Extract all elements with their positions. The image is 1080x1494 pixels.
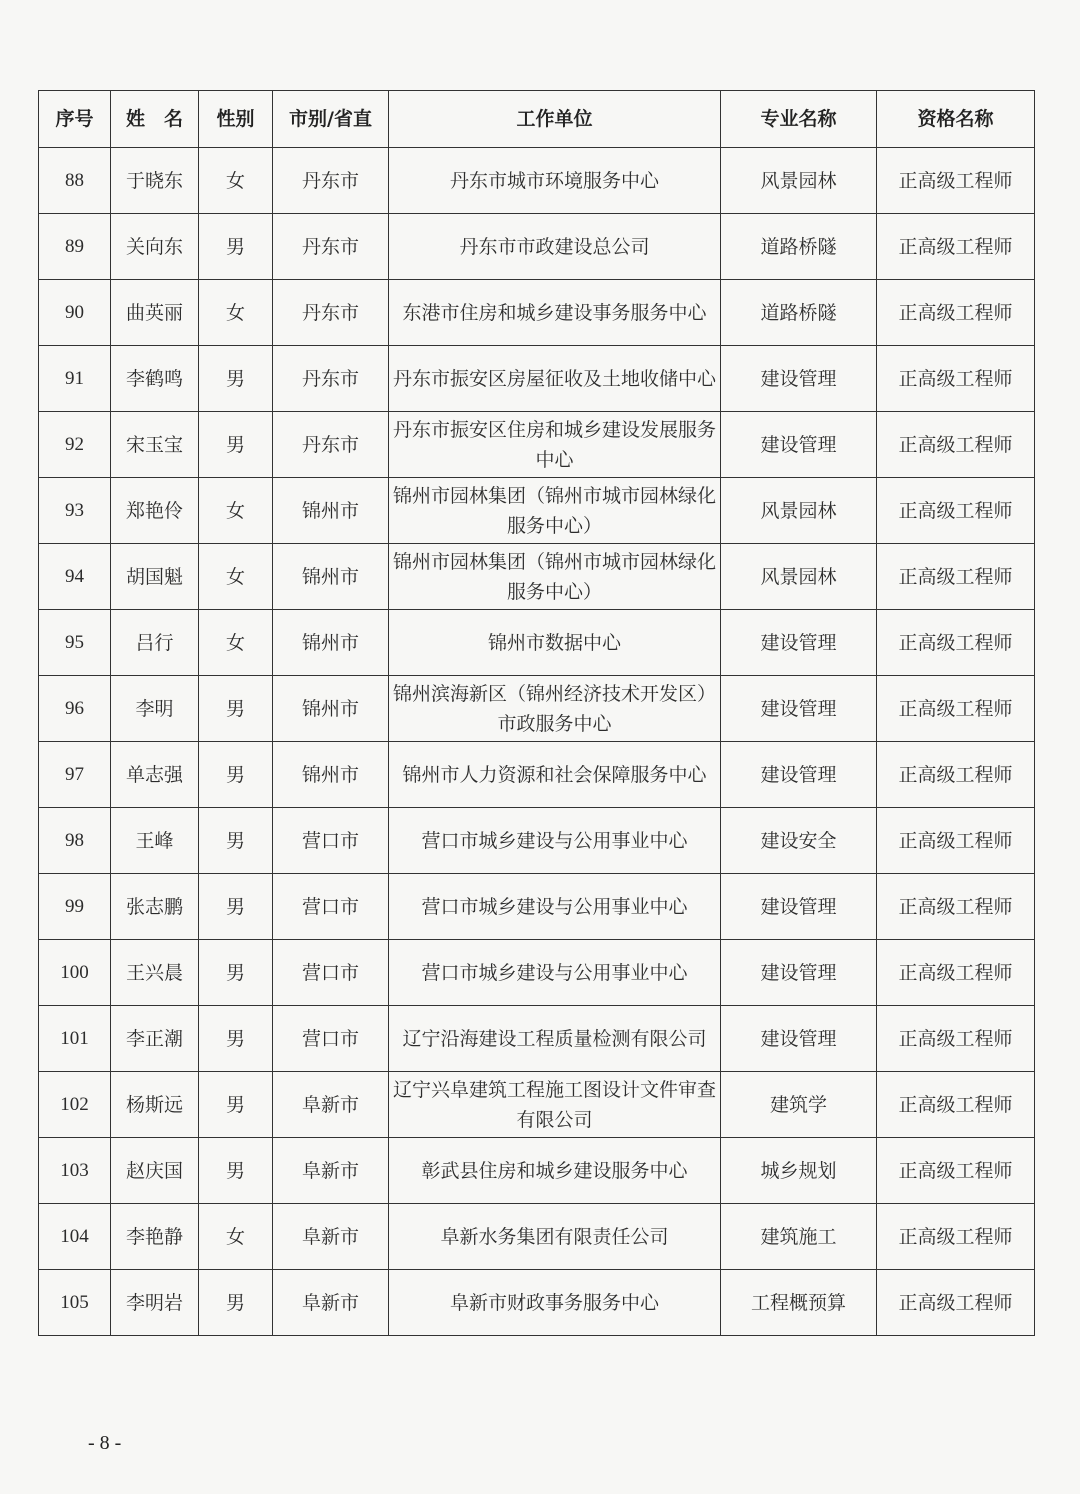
cell-employer: 辽宁沿海建设工程质量检测有限公司	[389, 1006, 721, 1072]
cell-city: 阜新市	[273, 1072, 389, 1138]
cell-employer: 丹东市市政建设总公司	[389, 214, 721, 280]
cell-index: 101	[39, 1006, 111, 1072]
cell-city: 阜新市	[273, 1204, 389, 1270]
cell-employer: 锦州市园林集团（锦州市城市园林绿化服务中心）	[389, 478, 721, 544]
cell-qualification: 正高级工程师	[877, 1204, 1035, 1270]
cell-employer: 锦州市数据中心	[389, 610, 721, 676]
cell-city: 锦州市	[273, 610, 389, 676]
cell-gender: 男	[199, 1072, 273, 1138]
table-row	[39, 874, 1035, 940]
cell-qualification: 正高级工程师	[877, 544, 1035, 610]
cell-employer: 营口市城乡建设与公用事业中心	[389, 940, 721, 1006]
cell-city: 丹东市	[273, 214, 389, 280]
cell-gender: 女	[199, 478, 273, 544]
table-body	[39, 148, 1035, 1336]
table-row	[39, 346, 1035, 412]
cell-name: 郑艳伶	[111, 478, 199, 544]
cell-gender: 女	[199, 1204, 273, 1270]
cell-name: 赵庆国	[111, 1138, 199, 1204]
cell-qualification: 正高级工程师	[877, 742, 1035, 808]
cell-gender: 男	[199, 676, 273, 742]
qualification-roster-table	[38, 90, 1035, 1336]
cell-specialty: 建设管理	[721, 1006, 877, 1072]
cell-index: 99	[39, 874, 111, 940]
cell-qualification: 正高级工程师	[877, 1138, 1035, 1204]
table-row	[39, 610, 1035, 676]
cell-employer: 锦州滨海新区（锦州经济技术开发区）市政服务中心	[389, 676, 721, 742]
header-specialty: 专业名称	[721, 91, 877, 148]
cell-specialty: 道路桥隧	[721, 280, 877, 346]
cell-employer: 彰武县住房和城乡建设服务中心	[389, 1138, 721, 1204]
cell-specialty: 城乡规划	[721, 1138, 877, 1204]
table-row	[39, 676, 1035, 742]
cell-qualification: 正高级工程师	[877, 940, 1035, 1006]
cell-specialty: 风景园林	[721, 478, 877, 544]
table-row	[39, 1072, 1035, 1138]
cell-specialty: 建设管理	[721, 742, 877, 808]
cell-qualification: 正高级工程师	[877, 808, 1035, 874]
cell-specialty: 建设管理	[721, 610, 877, 676]
header-index: 序号	[39, 91, 111, 148]
cell-index: 90	[39, 280, 111, 346]
cell-employer: 丹东市城市环境服务中心	[389, 148, 721, 214]
cell-index: 102	[39, 1072, 111, 1138]
table-row	[39, 742, 1035, 808]
cell-city: 锦州市	[273, 478, 389, 544]
cell-gender: 男	[199, 808, 273, 874]
cell-employer: 锦州市园林集团（锦州市城市园林绿化服务中心）	[389, 544, 721, 610]
cell-specialty: 建设管理	[721, 412, 877, 478]
cell-gender: 男	[199, 1006, 273, 1072]
cell-city: 营口市	[273, 808, 389, 874]
cell-gender: 男	[199, 742, 273, 808]
cell-qualification: 正高级工程师	[877, 1006, 1035, 1072]
cell-qualification: 正高级工程师	[877, 280, 1035, 346]
table-row	[39, 1006, 1035, 1072]
cell-specialty: 工程概预算	[721, 1270, 877, 1336]
header-city: 市别/省直	[273, 91, 389, 148]
cell-specialty: 建设管理	[721, 346, 877, 412]
cell-city: 阜新市	[273, 1270, 389, 1336]
cell-index: 100	[39, 940, 111, 1006]
cell-employer: 营口市城乡建设与公用事业中心	[389, 874, 721, 940]
header-gender: 性别	[199, 91, 273, 148]
cell-specialty: 道路桥隧	[721, 214, 877, 280]
cell-qualification: 正高级工程师	[877, 478, 1035, 544]
cell-name: 胡国魁	[111, 544, 199, 610]
cell-gender: 女	[199, 544, 273, 610]
header-name: 姓 名	[111, 91, 199, 148]
cell-gender: 男	[199, 1138, 273, 1204]
cell-index: 94	[39, 544, 111, 610]
table-row	[39, 544, 1035, 610]
cell-name: 张志鹏	[111, 874, 199, 940]
cell-city: 丹东市	[273, 280, 389, 346]
cell-name: 关向东	[111, 214, 199, 280]
cell-specialty: 建设管理	[721, 676, 877, 742]
cell-qualification: 正高级工程师	[877, 610, 1035, 676]
cell-city: 阜新市	[273, 1138, 389, 1204]
cell-index: 104	[39, 1204, 111, 1270]
cell-qualification: 正高级工程师	[877, 346, 1035, 412]
cell-gender: 女	[199, 280, 273, 346]
cell-name: 杨斯远	[111, 1072, 199, 1138]
cell-name: 王兴晨	[111, 940, 199, 1006]
cell-qualification: 正高级工程师	[877, 1072, 1035, 1138]
cell-index: 93	[39, 478, 111, 544]
cell-index: 97	[39, 742, 111, 808]
cell-gender: 男	[199, 412, 273, 478]
cell-specialty: 建设管理	[721, 940, 877, 1006]
cell-index: 88	[39, 148, 111, 214]
cell-name: 李正潮	[111, 1006, 199, 1072]
cell-gender: 男	[199, 214, 273, 280]
table-row	[39, 214, 1035, 280]
cell-gender: 男	[199, 346, 273, 412]
cell-city: 丹东市	[273, 412, 389, 478]
header-qualification: 资格名称	[877, 91, 1035, 148]
cell-gender: 男	[199, 874, 273, 940]
cell-employer: 营口市城乡建设与公用事业中心	[389, 808, 721, 874]
cell-qualification: 正高级工程师	[877, 1270, 1035, 1336]
table-header	[39, 91, 1035, 148]
cell-qualification: 正高级工程师	[877, 676, 1035, 742]
cell-gender: 男	[199, 940, 273, 1006]
cell-qualification: 正高级工程师	[877, 148, 1035, 214]
cell-index: 98	[39, 808, 111, 874]
cell-index: 105	[39, 1270, 111, 1336]
cell-city: 丹东市	[273, 148, 389, 214]
header-row	[39, 91, 1035, 148]
cell-employer: 东港市住房和城乡建设事务服务中心	[389, 280, 721, 346]
header-employer: 工作单位	[389, 91, 721, 148]
cell-city: 营口市	[273, 874, 389, 940]
cell-index: 92	[39, 412, 111, 478]
cell-index: 96	[39, 676, 111, 742]
table-row	[39, 412, 1035, 478]
cell-employer: 丹东市振安区房屋征收及土地收储中心	[389, 346, 721, 412]
cell-name: 于晓东	[111, 148, 199, 214]
table-row	[39, 1270, 1035, 1336]
cell-city: 营口市	[273, 1006, 389, 1072]
table-row	[39, 148, 1035, 214]
cell-name: 李明	[111, 676, 199, 742]
cell-city: 丹东市	[273, 346, 389, 412]
cell-specialty: 风景园林	[721, 544, 877, 610]
cell-name: 单志强	[111, 742, 199, 808]
table-row	[39, 478, 1035, 544]
cell-name: 吕行	[111, 610, 199, 676]
cell-employer: 阜新水务集团有限责任公司	[389, 1204, 721, 1270]
cell-name: 李艳静	[111, 1204, 199, 1270]
cell-name: 宋玉宝	[111, 412, 199, 478]
cell-name: 王峰	[111, 808, 199, 874]
cell-specialty: 建设管理	[721, 874, 877, 940]
cell-specialty: 建筑施工	[721, 1204, 877, 1270]
cell-gender: 女	[199, 610, 273, 676]
table-row	[39, 1138, 1035, 1204]
cell-specialty: 建设安全	[721, 808, 877, 874]
cell-employer: 阜新市财政事务服务中心	[389, 1270, 721, 1336]
cell-specialty: 建筑学	[721, 1072, 877, 1138]
table-row	[39, 808, 1035, 874]
cell-qualification: 正高级工程师	[877, 874, 1035, 940]
cell-city: 营口市	[273, 940, 389, 1006]
cell-qualification: 正高级工程师	[877, 412, 1035, 478]
table-row	[39, 280, 1035, 346]
cell-gender: 女	[199, 148, 273, 214]
cell-name: 李明岩	[111, 1270, 199, 1336]
cell-employer: 锦州市人力资源和社会保障服务中心	[389, 742, 721, 808]
cell-qualification: 正高级工程师	[877, 214, 1035, 280]
table-row	[39, 1204, 1035, 1270]
cell-employer: 丹东市振安区住房和城乡建设发展服务中心	[389, 412, 721, 478]
cell-employer: 辽宁兴阜建筑工程施工图设计文件审查有限公司	[389, 1072, 721, 1138]
cell-city: 锦州市	[273, 544, 389, 610]
cell-index: 91	[39, 346, 111, 412]
cell-name: 曲英丽	[111, 280, 199, 346]
cell-index: 95	[39, 610, 111, 676]
cell-gender: 男	[199, 1270, 273, 1336]
cell-city: 锦州市	[273, 676, 389, 742]
cell-name: 李鹤鸣	[111, 346, 199, 412]
cell-specialty: 风景园林	[721, 148, 877, 214]
page-number: - 8 -	[88, 1432, 122, 1454]
cell-index: 103	[39, 1138, 111, 1204]
cell-city: 锦州市	[273, 742, 389, 808]
table-row	[39, 940, 1035, 1006]
cell-index: 89	[39, 214, 111, 280]
